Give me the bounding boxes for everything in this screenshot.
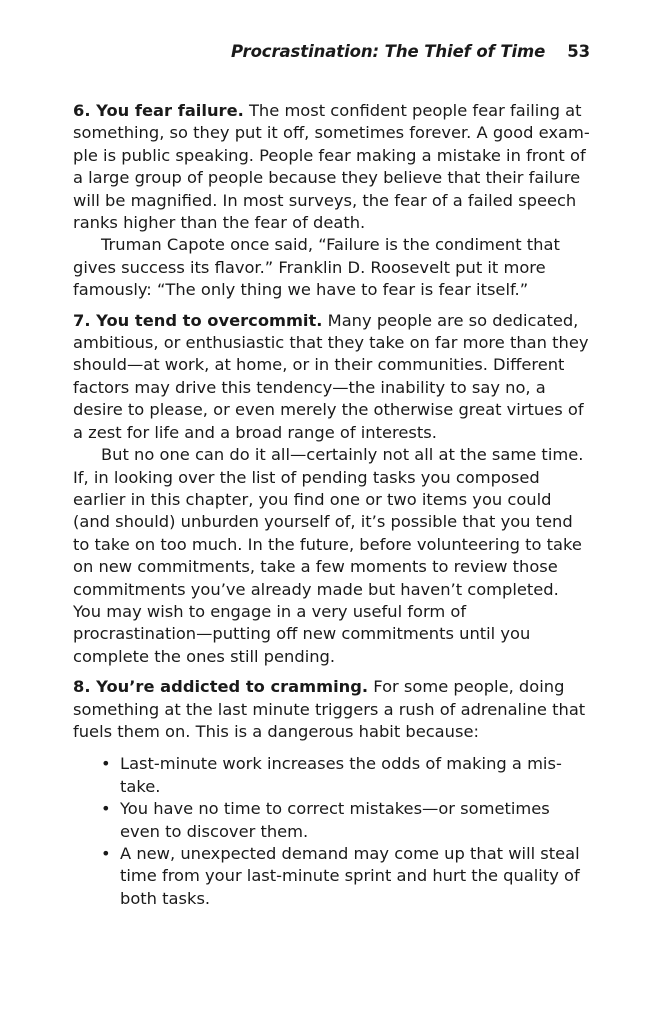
list-item: • A new, unexpected demand may come up that will steal time from your last-minute sprint and hurt the quality of both tasks.	[101, 844, 580, 908]
paragraph	[73, 310, 591, 444]
section-heading: 7. You tend to overcommit.	[73, 310, 323, 330]
running-head	[0, 42, 590, 61]
section-heading: 6. You fear failure.	[73, 101, 244, 120]
section-overcommit	[73, 310, 591, 669]
page-body	[73, 100, 591, 918]
running-title: Procrastination: The Thief of Time	[231, 42, 546, 61]
bullet-icon: •	[101, 799, 111, 819]
bullet-list	[73, 753, 591, 910]
section-cramming	[73, 676, 591, 910]
paragraph: Truman Capote once said, “Failure is the condiment that gives success its flavor.” Franklin D. Roosevelt put it more famously: “The only thing we have to fear is fear itself.”	[73, 235, 560, 300]
section-text: For some people, doing something at the last minute triggers a rush of adrenaline that fuels them on. This is a dangerous habit because:	[73, 677, 586, 741]
section-fear-failure	[73, 100, 591, 302]
paragraph	[73, 100, 591, 234]
paragraph	[73, 676, 591, 743]
list-item: • Last-minute work increases the odds of making a mistake.	[101, 754, 562, 796]
paragraph: But no one can do it all—certainly not all at the same time. If, in looking over the list of pending tasks you composed earlier in this chapter, you find one or two items you could (and should) unburden yourself of, it’s possible that you tend to take on too much. In the future, before volunteering to take on new commitments, take a few moments to review those commitments you’ve already made but haven’t completed. You may wish to engage in a very useful form of procrastination—putting off new commitments until you complete the ones still pending.	[73, 445, 584, 666]
section-text: The most confident people fear failing at something, so they put it off, sometimes forever. A good example is public speaking. People fear making a mistake in front of a large group of people because they believe that their failure will be magnified. In most surveys, the fear of a failed speech ranks higher than the fear of death.	[73, 101, 590, 233]
bullet-icon: •	[101, 754, 111, 774]
section-heading: 8. You’re addicted to cramming.	[73, 677, 369, 697]
section-text: Many people are so dedicated, ambitious, or enthusiastic that they take on far more than they should—at work, at home, or in their communities. Different factors may drive this tendency—the inability to say no, a desire to please, or even merely the otherwise great virtues of a zest for life and a broad range of interests.	[73, 310, 589, 442]
bullet-icon: •	[101, 844, 111, 863]
list-item: • You have no time to correct mistakes—or sometimes even to discover them.	[101, 799, 550, 841]
page-number: 53	[567, 42, 590, 61]
